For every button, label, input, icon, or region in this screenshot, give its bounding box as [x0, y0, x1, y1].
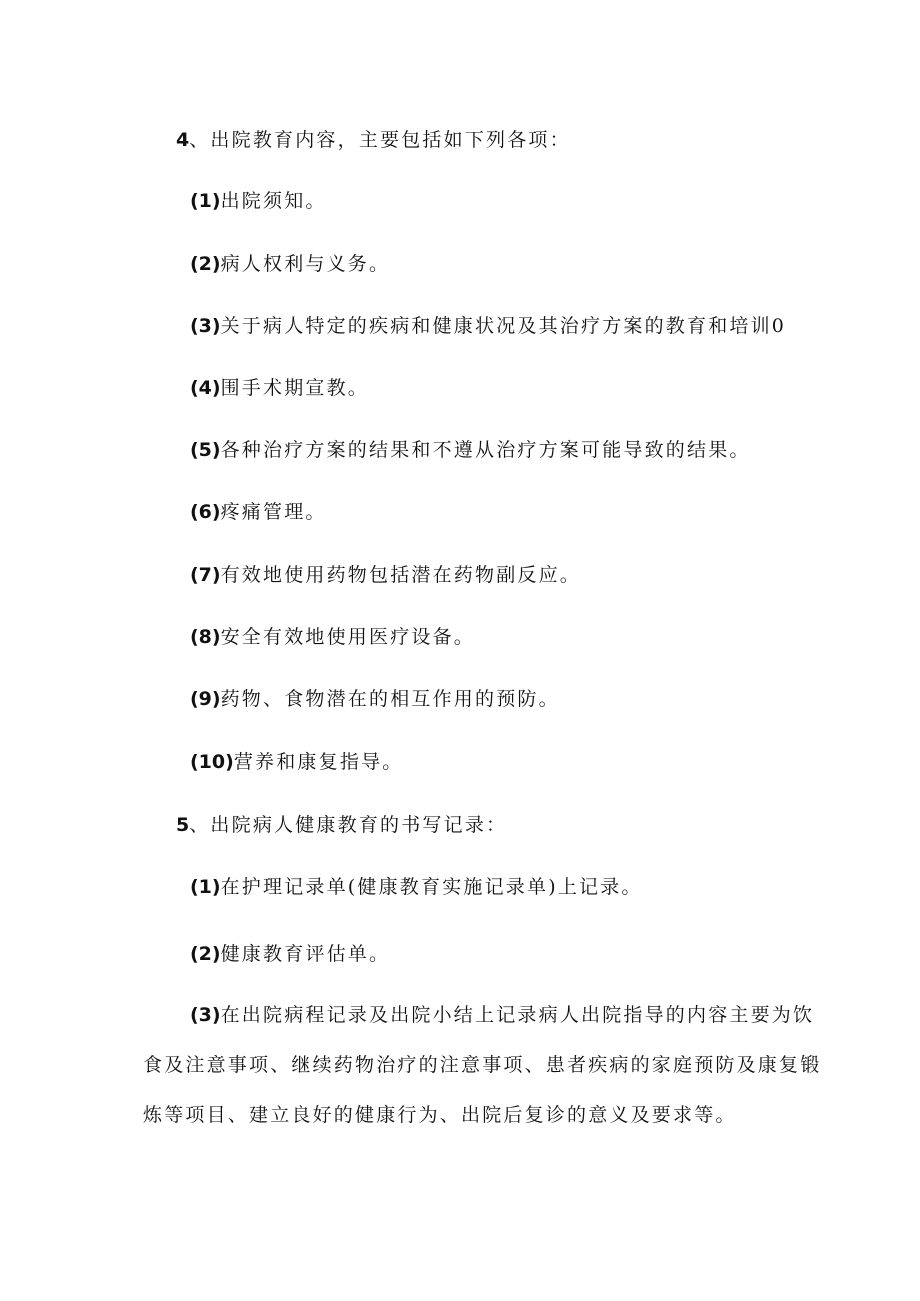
section-4-item-1 — [190, 189, 327, 213]
item-text: 药物、食物潜在的相互作用的预防。 — [220, 688, 560, 710]
section-5-number: 5 — [176, 814, 190, 836]
item-text: 疼痛管理。 — [220, 501, 327, 523]
section-5-paragraph-line-2 — [143, 1053, 821, 1077]
item-marker: (6) — [190, 501, 221, 523]
section-5-item-2 — [190, 942, 390, 966]
section-4-item-6 — [190, 500, 327, 524]
section-4-item-8 — [190, 625, 475, 649]
section-4-item-10 — [190, 750, 403, 774]
item-text: 健康教育评估单。 — [220, 943, 391, 965]
section-5-text: 、出院病人健康教育的书写记录： — [189, 814, 508, 836]
item-text: 病人权利与义务。 — [220, 253, 391, 275]
item-text: 关于病人特定的疾病和健康状况及其治疗方案的教育和培训0 — [220, 315, 787, 337]
paragraph-marker: (3) — [190, 1004, 221, 1026]
item-text: 围手术期宣教。 — [220, 377, 369, 399]
item-text: 安全有效地使用医疗设备。 — [220, 626, 475, 648]
item-marker: (2) — [190, 253, 221, 275]
item-marker: (1) — [190, 876, 221, 898]
item-text: 在护理记录单(健康教育实施记录单)上记录。 — [220, 876, 643, 898]
section-5-heading — [176, 813, 507, 837]
item-marker: (9) — [190, 688, 221, 710]
item-marker: (1) — [190, 190, 221, 212]
section-4-item-4 — [190, 376, 369, 400]
section-4-number: 4 — [176, 129, 190, 151]
item-marker: (3) — [190, 315, 221, 337]
section-4-heading — [176, 128, 571, 152]
section-4-item-9 — [190, 687, 560, 711]
item-text: 出院须知。 — [220, 190, 327, 212]
section-5-paragraph-line-3 — [143, 1103, 737, 1127]
item-text: 营养和康复指导。 — [233, 751, 404, 773]
paragraph-text-line-3: 炼等项目、建立良好的健康行为、出院后复诊的意义及要求等。 — [143, 1104, 737, 1126]
section-5-item-1 — [190, 875, 643, 899]
item-marker: (8) — [190, 626, 221, 648]
paragraph-text-line-2: 食及注意事项、继续药物治疗的注意事项、患者疾病的家庭预防及康复锻 — [143, 1054, 822, 1076]
item-text: 有效地使用药物包括潜在药物副反应。 — [220, 564, 581, 586]
section-5-paragraph-line-1 — [190, 1003, 814, 1027]
paragraph-text-line-1: 在出院病程记录及出院小结上记录病人出院指导的内容主要为饮 — [220, 1004, 815, 1026]
item-marker: (5) — [190, 439, 221, 461]
item-marker: (4) — [190, 377, 221, 399]
section-4-item-5 — [190, 438, 751, 462]
item-marker: (7) — [190, 564, 221, 586]
section-4-item-7 — [190, 563, 581, 587]
section-4-text: 、出院教育内容，主要包括如下列各项： — [189, 129, 571, 151]
item-marker: (10) — [190, 751, 234, 773]
item-marker: (2) — [190, 943, 221, 965]
section-4-item-2 — [190, 252, 390, 276]
item-text: 各种治疗方案的结果和不遵从治疗方案可能导致的结果。 — [220, 439, 751, 461]
section-4-item-3 — [190, 314, 786, 338]
